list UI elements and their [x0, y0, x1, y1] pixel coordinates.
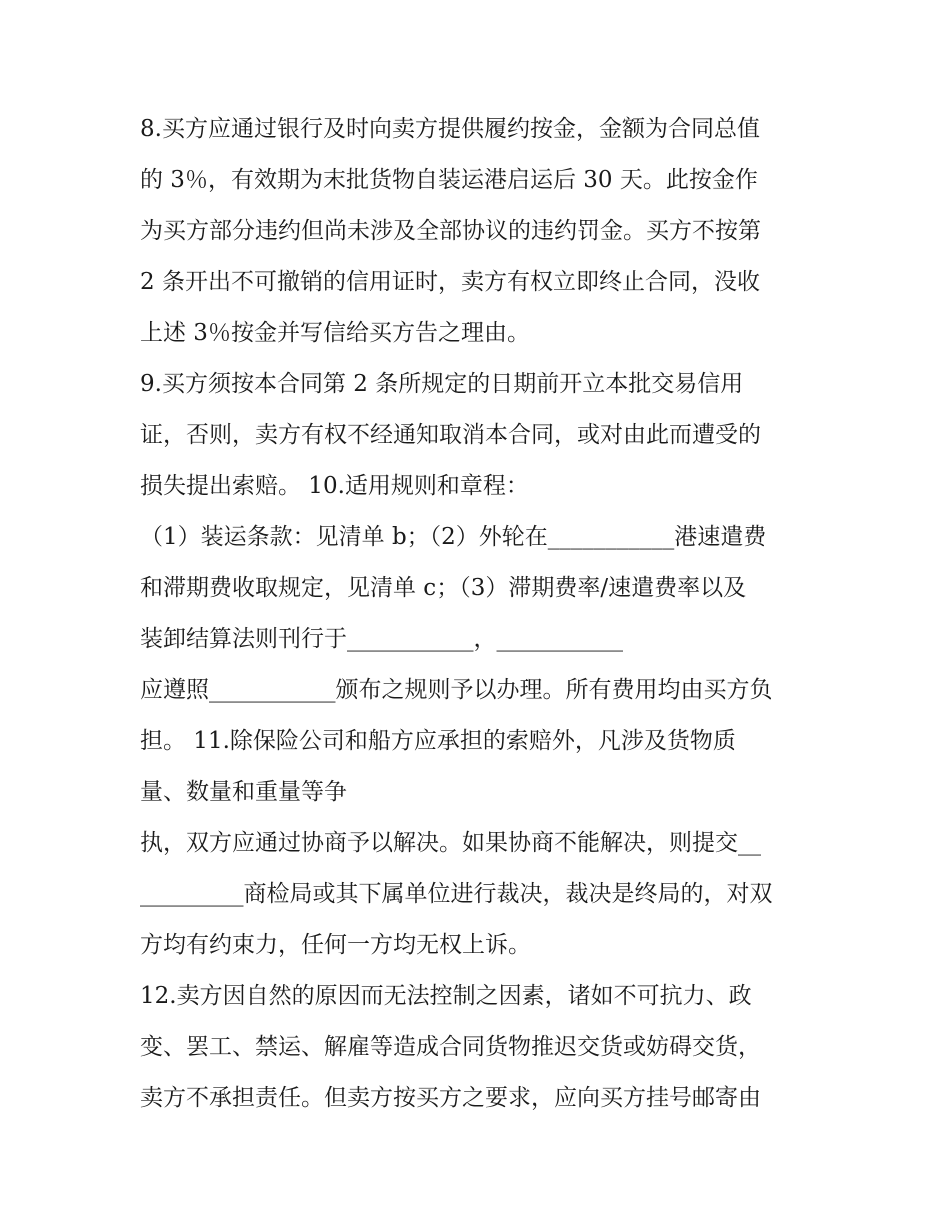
text-line: 变、罢工、禁运、解雇等造成合同货物推迟交货或妨碍交货，	[140, 1034, 761, 1060]
text-line: 损失提出索赔。 10.适用规则和章程：	[140, 473, 529, 499]
text-line: _________商检局或其下属单位进行裁决，裁决是终局的，对双	[140, 881, 773, 907]
text-line: 证，否则，卖方有权不经通知取消本合同，或对由此而遭受的	[140, 422, 761, 448]
text-line: 8.买方应通过银行及时向卖方提供履约按金，金额为合同总值	[140, 116, 760, 142]
text-line: 上述 3％按金并写信给买方告之理由。	[140, 320, 530, 346]
text-line: 担。 11.除保险公司和船方应承担的索赔外，凡涉及货物质	[140, 728, 736, 754]
text-line: 9.买方须按本合同第 2 条所规定的日期前开立本批交易信用	[140, 371, 744, 397]
text-line: 执，双方应通过协商予以解决。如果协商不能解决，则提交__	[140, 830, 761, 856]
text-line: （1）装运条款：见清单 b；（2）外轮在___________港速遣费	[140, 524, 767, 550]
text-line: 应遵照___________颁布之规则予以办理。所有费用均由买方负	[140, 677, 773, 703]
text-line: 和滞期费收取规定，见清单 c；（3）滞期费率/速遣费率以及	[140, 575, 747, 601]
text-line: 2 条开出不可撤销的信用证时，卖方有权立即终止合同，没收	[140, 269, 760, 295]
text-line: 装卸结算法则刊行于___________，___________	[140, 626, 623, 652]
contract-text-body	[140, 108, 820, 1128]
text-line: 12.卖方因自然的原因而无法控制之因素，诸如不可抗力、政	[140, 983, 752, 1009]
text-line: 方均有约束力，任何一方均无权上诉。	[140, 932, 531, 958]
text-line: 为买方部分违约但尚未涉及全部协议的违约罚金。买方不按第	[140, 218, 761, 244]
text-line: 的 3％，有效期为末批货物自装运港启运后 30 天。此按金作	[140, 167, 758, 193]
text-line: 量、数量和重量等争	[140, 779, 347, 805]
text-line: 卖方不承担责任。但卖方按买方之要求，应向买方挂号邮寄由	[140, 1085, 761, 1111]
